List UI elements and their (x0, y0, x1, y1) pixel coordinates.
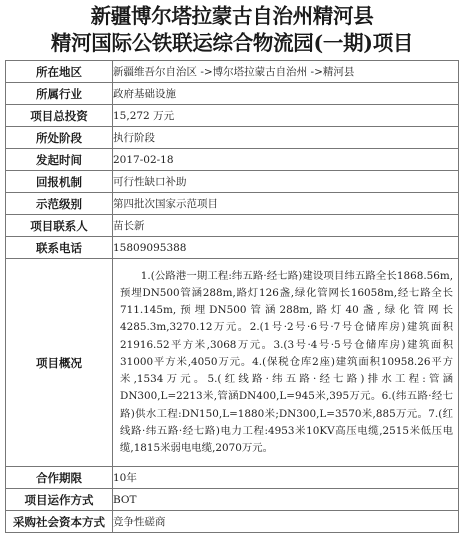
table-row-start-date (6, 149, 459, 171)
label-stage: 所处阶段 (6, 127, 113, 149)
table-row-operation-mode (6, 489, 459, 511)
table-row-procurement-method (6, 511, 459, 533)
value-stage: 执行阶段 (113, 127, 459, 149)
table-row-industry (6, 83, 459, 105)
value-procurement-method: 竞争性磋商 (113, 511, 459, 533)
value-start-date: 2017-02-18 (113, 149, 459, 171)
table-row-cooperation-term (6, 467, 459, 489)
value-industry: 政府基础设施 (113, 83, 459, 105)
label-procurement-method: 采购社会资本方式 (6, 511, 113, 533)
value-cooperation-term: 10年 (113, 467, 459, 489)
value-contact-person: 苗长新 (113, 215, 459, 237)
label-demo-level: 示范级别 (6, 193, 113, 215)
label-contact-phone: 联系电话 (6, 237, 113, 259)
table-row-overview (6, 259, 459, 467)
value-overview: 1.(公路港一期工程:纬五路·经七路)建设项目纬五路全长1868.56m,预埋DN500管涵288m,路灯126盏,绿化管网长16058m,经七路全长711.145m,预埋DN500管涵288m,路灯40盏,绿化管网长4285.3m,3270.12万元。2.(1号·2号·6号·7号仓储库房)建筑面积21916.52平方米,3068万元。3.(3号·4号·5号仓储库房)建筑面积31000平方米,4050万元。4.(保税仓库2座)建筑面积10958.26平方米,1534万元。5.(红线路·纬五路·经七路)排水工程:管涵DN300,L=2213米,管涵DN400,L=945米,395万元。6.(纬五路·经七路)供水工程:DN150,L=1880米;DN300,L=3570米,885万元。7.(红线路·纬五路·经七路)电力工程:4953米10KV高压电缆,2515米低压电缆,1815米弱电电缆,2070万元。 (113, 259, 459, 467)
table-row-return-mechanism (6, 171, 459, 193)
label-region: 所在地区 (6, 61, 113, 83)
label-contact-person: 项目联系人 (6, 215, 113, 237)
table-row-contact-phone (6, 237, 459, 259)
table-row-stage (6, 127, 459, 149)
label-total-investment: 项目总投资 (6, 105, 113, 127)
value-operation-mode: BOT (113, 489, 459, 511)
label-overview: 项目概况 (6, 259, 113, 467)
table-row-total-investment (6, 105, 459, 127)
document-title-line-1: 新疆博尔塔拉蒙古自治州精河县 (90, 4, 374, 28)
value-region: 新疆维吾尔自治区 ->博尔塔拉蒙古自治州 ->精河县 (113, 61, 459, 83)
document-title-line-2: 精河国际公铁联运综合物流园(一期)项目 (50, 31, 414, 55)
label-start-date: 发起时间 (6, 149, 113, 171)
value-return-mechanism: 可行性缺口补助 (113, 171, 459, 193)
value-total-investment: 15,272 万元 (113, 105, 459, 127)
label-return-mechanism: 回报机制 (6, 171, 113, 193)
table-row-region (6, 61, 459, 83)
value-contact-phone: 15809095388 (113, 237, 459, 259)
value-demo-level: 第四批次国家示范项目 (113, 193, 459, 215)
table-row-demo-level (6, 193, 459, 215)
label-industry: 所属行业 (6, 83, 113, 105)
label-operation-mode: 项目运作方式 (6, 489, 113, 511)
project-info-table (5, 60, 459, 533)
table-row-contact-person (6, 215, 459, 237)
label-cooperation-term: 合作期限 (6, 467, 113, 489)
